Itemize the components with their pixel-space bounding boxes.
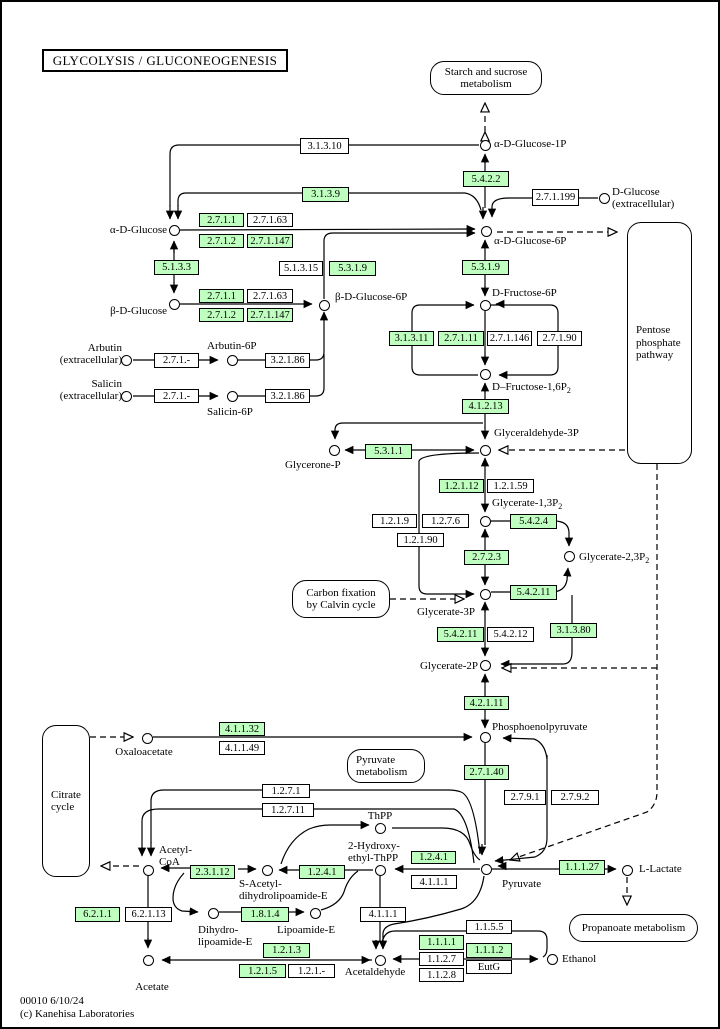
enzyme-box-5.1.3.15[interactable]: 5.1.3.15 [279,261,323,276]
compound-label-glyceraldehyde-3p: Glyceraldehyde-3P [494,427,579,439]
enzyme-box-1.2.1.5[interactable]: 1.2.1.5 [239,964,286,978]
enzyme-box-3.2.1.86[interactable]: 3.2.1.86 [265,389,310,403]
compound-alpha-d-glucose[interactable] [169,225,180,236]
enzyme-box-5.4.2.11[interactable]: 5.4.2.11 [437,627,484,642]
compound-arbutin-extracellular[interactable] [121,355,132,366]
compound-phosphoenolpyruvate[interactable] [480,732,491,743]
enzyme-box-2.7.9.2[interactable]: 2.7.9.2 [551,790,599,805]
enzyme-box-1.8.1.4[interactable]: 1.8.1.4 [241,907,289,922]
page-title-text: GLYCOLYSIS / GLUCONEOGENESIS [52,52,278,68]
enzyme-box-5.3.1.9[interactable]: 5.3.1.9 [462,260,509,275]
pathway-box-label: phosphate [636,336,681,349]
enzyme-box-3.1.3.11[interactable]: 3.1.3.11 [389,331,434,346]
enzyme-box-1.1.1.27[interactable]: 1.1.1.27 [559,860,605,875]
pathway-box-citrate-cycle[interactable] [42,725,90,877]
pathway-box-label: Citrate [51,788,81,801]
compound-label-ethanol: Ethanol [562,953,597,965]
footer [20,995,134,1020]
compound-label-pyruvate: Pyruvate [502,878,542,890]
compound-label-d-fructose-16p2: $D-Fructose-1,6P_2$ [492,381,571,396]
pathway-box-label: metabolism [356,766,408,778]
compound-ethanol[interactable] [547,954,558,965]
compound-alpha-d-glucose-6p[interactable] [481,226,492,237]
enzyme-box-3.1.3.9[interactable]: 3.1.3.9 [302,187,349,202]
enzyme-box-3.1.3.10[interactable]: 3.1.3.10 [300,138,349,154]
page-title[interactable] [42,49,288,72]
compound-d-glucose-extracellular[interactable] [599,193,610,204]
pathway-box-label: by Calvin cycle [306,599,376,611]
enzyme-box-1.2.4.1[interactable]: 1.2.4.1 [411,851,456,864]
footer-copyright: (c) Kanehisa Laboratories [20,1007,135,1020]
enzyme-box-EutG[interactable]: EutG [466,960,512,974]
connector-lines [2,2,718,1027]
compound-label-glycerate-2p: Glycerate-2P [419,660,478,672]
compound-label-alpha-d-glucose: α-D-Glucose [109,224,167,236]
compound-label-thpp: ThPP [367,810,393,822]
enzyme-box-2.7.1.147[interactable]: 2.7.1.147 [247,234,293,248]
compound-salicin-6p[interactable] [227,391,238,402]
pathway-box-starch-sucrose-metabolism[interactable] [430,61,542,95]
compound-label-d-glucose-extracellular: D-Glucose (extracellular) [612,186,675,210]
enzyme-box-2.7.1.2[interactable]: 2.7.1.2 [199,308,244,322]
enzyme-box-1.2.1.90[interactable]: 1.2.1.90 [397,533,444,547]
enzyme-box-4.1.1.49[interactable]: 4.1.1.49 [219,741,265,755]
enzyme-box-5.3.1.9[interactable]: 5.3.1.9 [329,261,376,276]
compound-acetyl-coa[interactable] [143,865,154,876]
enzyme-box-2.7.9.1[interactable]: 2.7.9.1 [504,790,546,805]
compound-salicin-extracellular[interactable] [121,391,132,402]
compound-pyruvate[interactable] [481,864,492,875]
enzyme-box-5.4.2.4[interactable]: 5.4.2.4 [510,514,557,529]
compound-label-glycerate-3p: Glycerate-3P [416,606,475,618]
compound-label-acetate: Acetate [135,981,169,993]
compound-arbutin-6p[interactable] [227,355,238,366]
pathway-box-carbon-fixation-calvin-cycle[interactable] [292,580,390,618]
enzyme-box-2.7.1.40[interactable]: 2.7.1.40 [464,765,509,780]
pathway-box-pyruvate-metabolism[interactable] [347,749,425,783]
compound-label-arbutin-6p: Arbutin-6P [207,340,257,352]
pathway-box-label: Carbon fixation [306,586,376,599]
enzyme-box-1.2.1.-[interactable]: 1.2.1.- [288,964,335,978]
pathway-box-label: Pentose [636,324,671,337]
compound-label-beta-d-glucose: β-D-Glucose [110,305,167,317]
enzyme-box-2.7.1.11[interactable]: 2.7.1.11 [438,331,484,346]
compound-glyceraldehyde-3p[interactable] [480,445,491,456]
compound-label-lipoamide-e: Lipoamide-E [277,924,336,936]
enzyme-box-6.2.1.13[interactable]: 6.2.1.13 [125,907,172,922]
compound-label-phosphoenolpyruvate: Phosphoenolpyruvate [492,721,588,733]
enzyme-box-3.2.1.86[interactable]: 3.2.1.86 [265,353,310,368]
pathway-box-label: metabolism [460,78,512,90]
compound-label-l-lactate: L-Lactate [639,863,682,875]
compound-label-salicin-6p: Salicin-6P [207,406,253,418]
compound-glycerate-2p[interactable] [480,660,491,671]
compound-glycerate-13p2[interactable] [480,516,491,527]
enzyme-box-2.7.1.-[interactable]: 2.7.1.- [154,353,199,368]
compound-label-alpha-d-glucose-1p: α-D-Glucose-1P [494,138,567,150]
enzyme-box-4.1.1.1[interactable]: 4.1.1.1 [411,875,457,889]
compound-label-glycerate-13p2: Glycerate-$1,3P_2$ [492,497,563,512]
enzyme-box-2.7.1.199[interactable]: 2.7.1.199 [532,189,579,206]
footer-map-number: 00010 6/10/24 [20,995,84,1007]
enzyme-box-5.4.2.12[interactable]: 5.4.2.12 [487,627,534,642]
pathway-box-label: Starch and sucrose [444,65,528,78]
compound-label-dihydrolipoamide-e: Dihydro- lipoamide-E [198,924,253,948]
compound-lipoamide-e[interactable] [310,908,321,919]
compound-beta-d-glucose[interactable] [169,299,180,310]
compound-d-fructose-16p2[interactable] [480,369,491,380]
compound-acetaldehyde[interactable] [375,955,386,966]
enzyme-box-1.2.1.9[interactable]: 1.2.1.9 [372,514,417,528]
enzyme-box-4.1.2.13[interactable]: 4.1.2.13 [462,399,509,414]
enzyme-box-4.1.1.1[interactable]: 4.1.1.1 [360,907,406,922]
compound-glycerone-p[interactable] [329,445,340,456]
compound-label-beta-d-glucose-6p: β-D-Glucose-6P [335,291,408,303]
compound-label-glycerate-23p2: Glycerate-$2,3P_2$ [579,551,650,566]
compound-dihydrolipoamide-e[interactable] [208,908,219,919]
compound-thpp[interactable] [375,823,386,834]
enzyme-box-1.2.1.3[interactable]: 1.2.1.3 [263,943,310,958]
compound-s-acetyl-dihydrolipoamide-e[interactable] [262,865,273,876]
enzyme-box-1.1.5.5[interactable]: 1.1.5.5 [466,920,512,934]
pathway-box-label: pathway [636,349,674,362]
enzyme-box-1.2.7.6[interactable]: 1.2.7.6 [422,514,469,528]
pathway-box-pentose-phosphate-pathway[interactable] [627,222,692,464]
enzyme-box-1.1.2.7[interactable]: 1.1.2.7 [419,952,464,966]
compound-label-acetaldehyde: Acetaldehyde [344,966,406,978]
compound-glycerate-3p[interactable] [480,589,491,600]
pathway-box-label: cycle [51,801,75,813]
compound-label-acetyl-coa: Acetyl- CoA [159,844,192,868]
enzyme-box-1.2.4.1[interactable]: 1.2.4.1 [299,865,345,879]
compound-label-s-acetyl-dihydrolipoamide-e: S-Acetyl- dihydrolipoamide-E [239,878,328,902]
enzyme-box-2.7.2.3[interactable]: 2.7.2.3 [464,550,509,565]
enzyme-box-1.1.2.8[interactable]: 1.1.2.8 [419,968,464,982]
compound-2-hydroxy-ethyl-thpp[interactable] [375,865,386,876]
enzyme-box-4.2.1.11[interactable]: 4.2.1.11 [464,696,509,710]
compound-oxaloacetate[interactable] [142,733,153,744]
enzyme-box-2.7.1.63[interactable]: 2.7.1.63 [247,289,293,303]
compound-label-d-fructose-6p: D-Fructose-6P [492,287,557,299]
enzyme-box-2.7.1.63[interactable]: 2.7.1.63 [247,213,293,227]
enzyme-box-1.2.7.11[interactable]: 1.2.7.11 [262,803,314,817]
enzyme-box-5.1.3.3[interactable]: 5.1.3.3 [154,260,199,275]
enzyme-box-1.1.1.2[interactable]: 1.1.1.2 [466,943,512,958]
pathway-box-label: Pyruvate [356,753,396,766]
compound-label-oxaloacetate: Oxaloacetate [115,746,173,758]
enzyme-box-2.7.1.146[interactable]: 2.7.1.146 [487,331,532,346]
compound-d-fructose-6p[interactable] [480,300,491,311]
compound-glycerate-23p2[interactable] [564,551,575,562]
compound-label-glycerone-p: Glycerone-P [285,459,341,471]
enzyme-box-5.4.2.11[interactable]: 5.4.2.11 [510,585,557,600]
enzyme-box-2.7.1.147[interactable]: 2.7.1.147 [247,308,293,322]
pathway-box-label: Propanoate metabolism [581,921,686,934]
enzyme-box-2.7.1.-[interactable]: 2.7.1.- [154,389,199,403]
compound-l-lactate[interactable] [622,865,633,876]
enzyme-box-2.7.1.2[interactable]: 2.7.1.2 [199,234,244,248]
enzyme-box-5.3.1.1[interactable]: 5.3.1.1 [365,444,412,459]
enzyme-box-4.1.1.32[interactable]: 4.1.1.32 [219,722,265,736]
compound-label-arbutin-extracellular: Arbutin (extracellular) [59,342,122,366]
enzyme-box-2.3.1.12[interactable]: 2.3.1.12 [190,865,235,879]
compound-label-alpha-d-glucose-6p: α-D-Glucose-6P [494,235,567,247]
compound-beta-d-glucose-6p[interactable] [319,300,330,311]
compound-alpha-d-glucose-1p[interactable] [480,140,491,151]
compound-label-2-hydroxy-ethyl-thpp: 2-Hydroxy- ethyl-ThPP [348,840,400,864]
enzyme-box-2.7.1.1[interactable]: 2.7.1.1 [199,213,244,227]
compound-acetate[interactable] [143,955,154,966]
enzyme-box-3.1.3.80[interactable]: 3.1.3.80 [550,623,597,638]
pathway-box-propanoate-metabolism[interactable] [569,914,698,942]
enzyme-box-6.2.1.1[interactable]: 6.2.1.1 [75,907,120,922]
enzyme-box-5.4.2.2[interactable]: 5.4.2.2 [463,171,509,187]
enzyme-box-1.2.1.59[interactable]: 1.2.1.59 [487,479,534,493]
enzyme-box-1.2.1.12[interactable]: 1.2.1.12 [439,479,484,493]
enzyme-box-2.7.1.1[interactable]: 2.7.1.1 [199,289,244,303]
enzyme-box-2.7.1.90[interactable]: 2.7.1.90 [537,331,582,346]
enzyme-box-1.2.7.1[interactable]: 1.2.7.1 [262,784,310,798]
enzyme-box-1.1.1.1[interactable]: 1.1.1.1 [419,935,464,950]
compound-label-salicin-extracellular: Salicin (extracellular) [59,378,122,402]
